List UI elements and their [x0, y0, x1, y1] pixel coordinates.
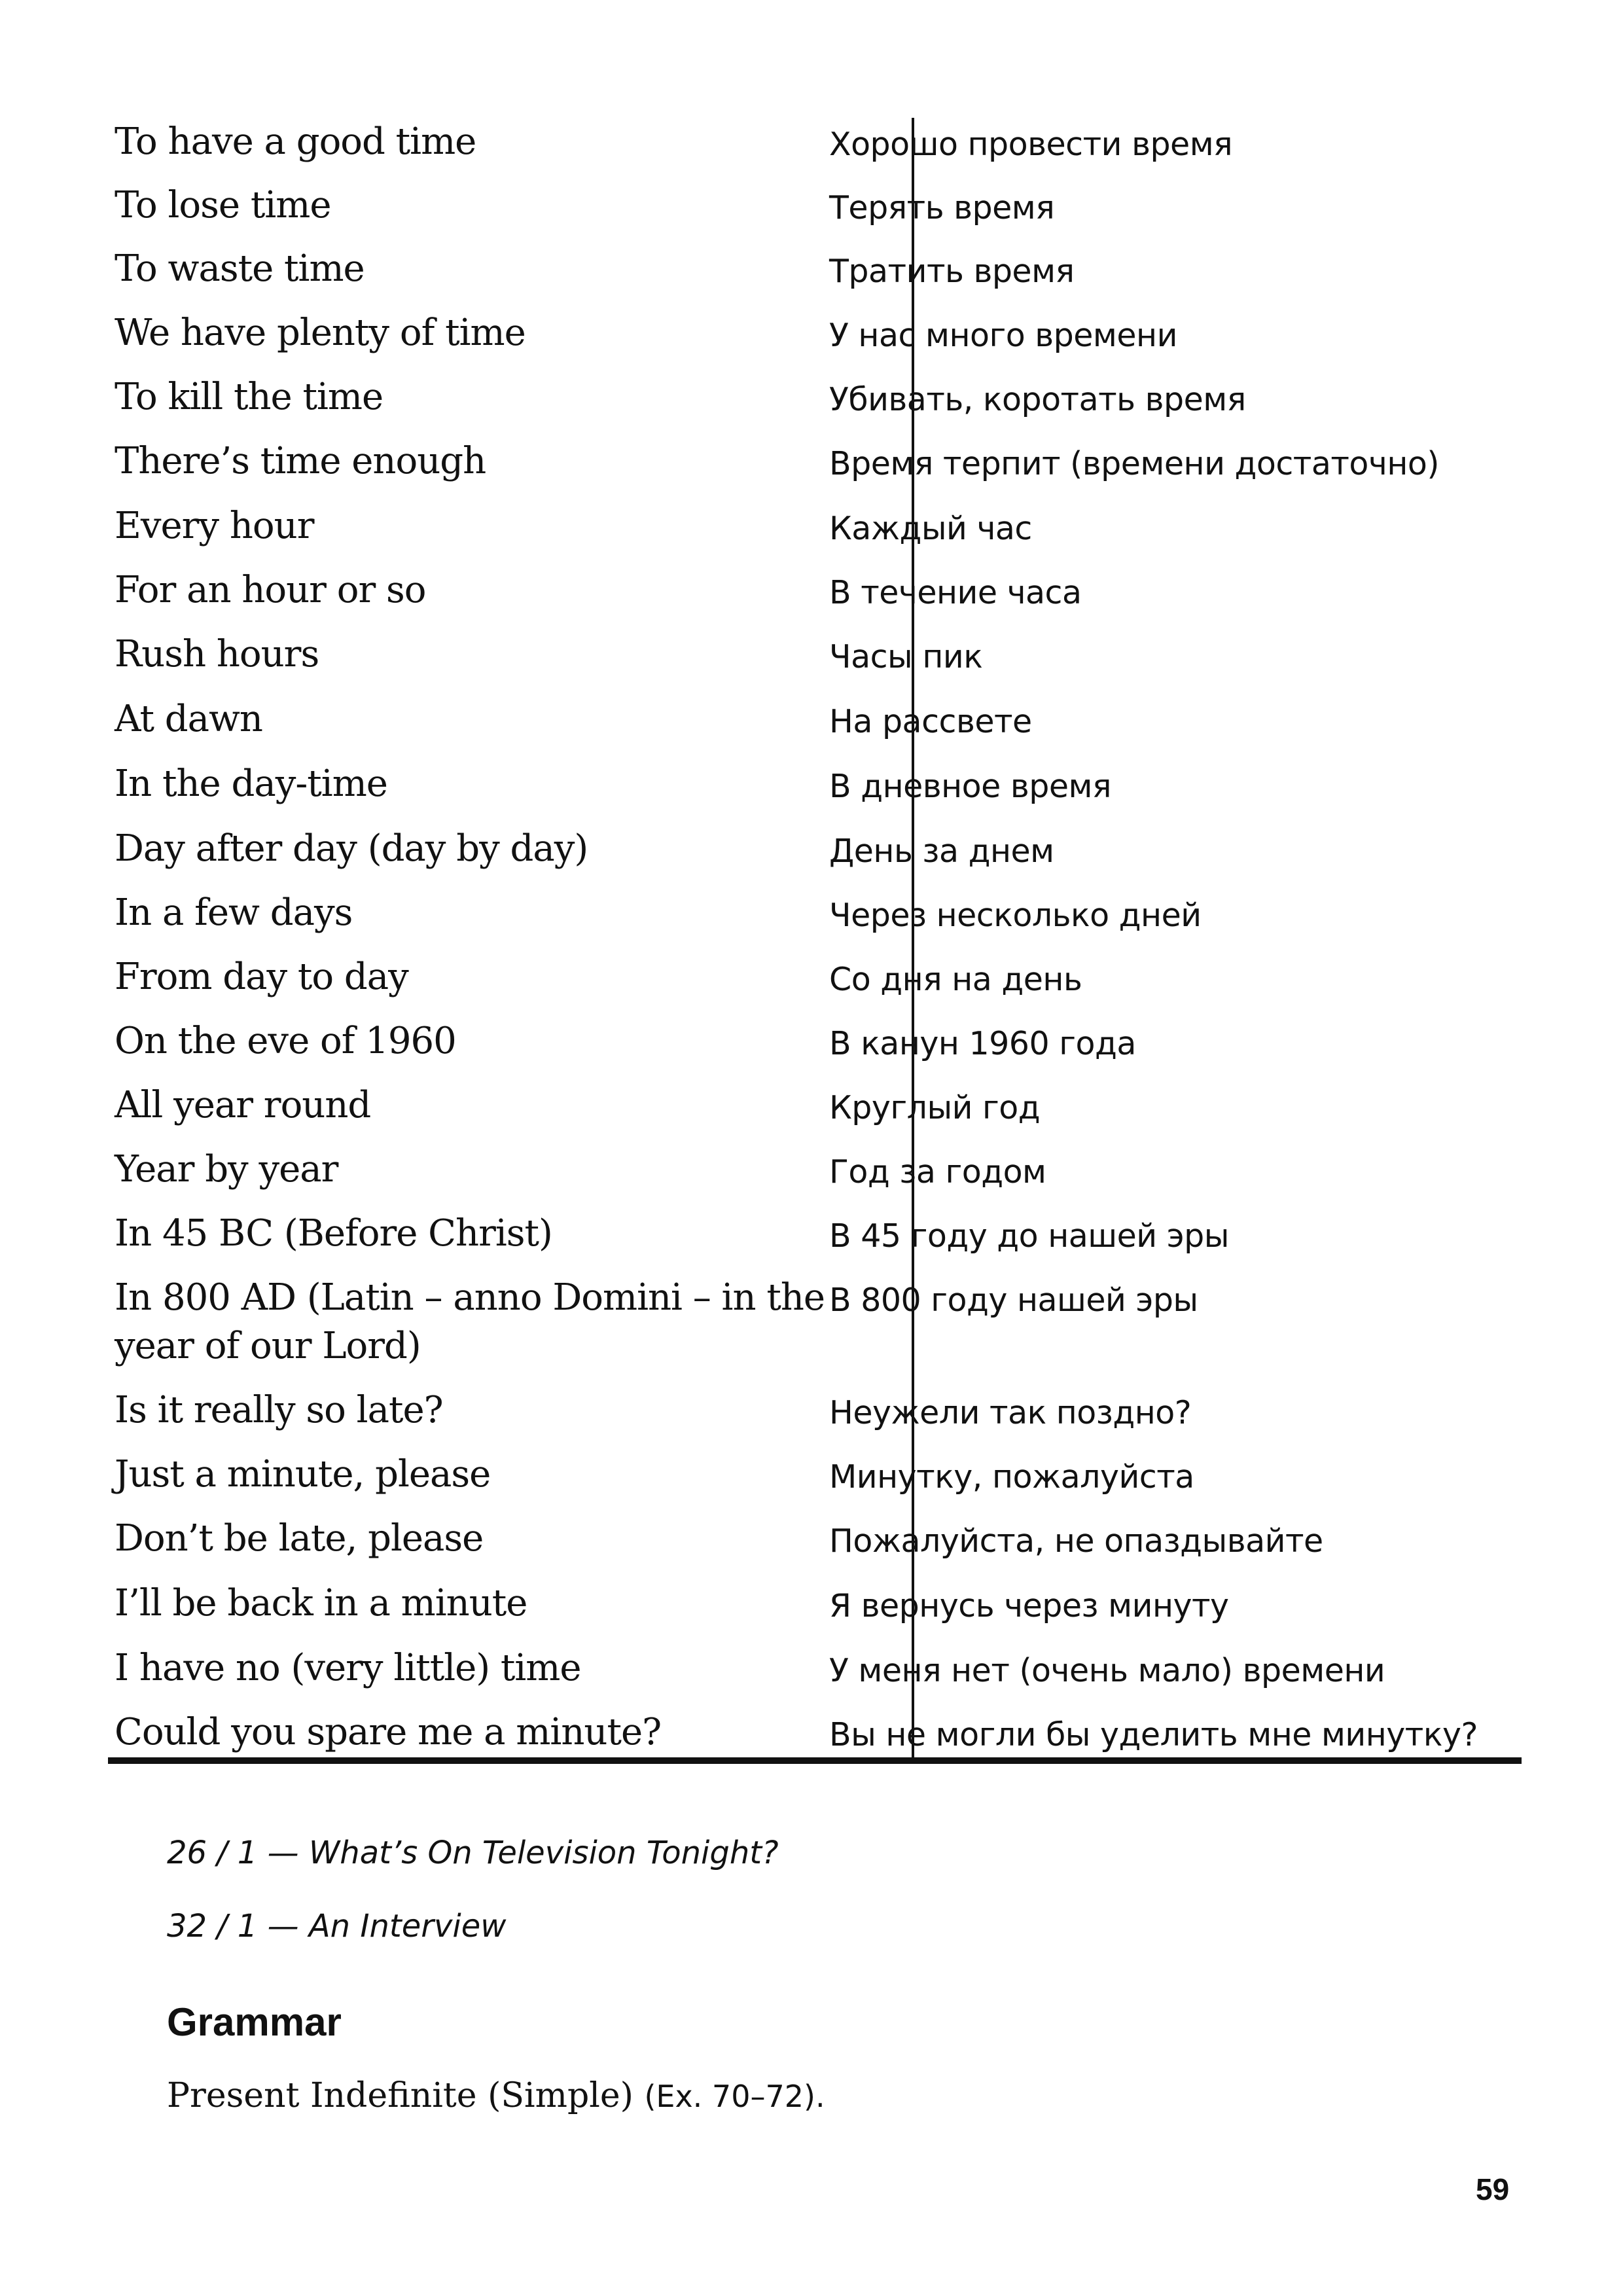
russian-translation: Я вернусь через минуту — [829, 1587, 1229, 1624]
russian-translation: Пожалуйста, не опаздывайте — [829, 1522, 1323, 1560]
english-phrase: There’s time enough — [115, 440, 486, 482]
table-row — [108, 1386, 1522, 1450]
grammar-topic: Present Indefinite (Simple) — [167, 2076, 633, 2115]
text-references — [167, 1816, 779, 1963]
table-row — [108, 373, 1522, 437]
russian-translation: Терять время — [829, 189, 1055, 226]
table-row — [108, 1579, 1522, 1643]
english-phrase: Day after day (day by day) — [115, 827, 588, 870]
english-phrase: To waste time — [115, 247, 365, 290]
table-row — [108, 309, 1522, 373]
table-row — [108, 1450, 1522, 1515]
russian-translation: Часы пик — [829, 638, 983, 675]
table-row — [108, 1644, 1522, 1708]
russian-translation: Минутку, пожалуйста — [829, 1458, 1194, 1496]
grammar-heading: Grammar — [167, 2000, 342, 2044]
russian-translation: Через несколько дней — [829, 897, 1202, 934]
english-phrase: Could you spare me a minute? — [115, 1711, 662, 1753]
table-bottom-rule — [108, 1757, 1522, 1764]
english-phrase: In 45 BC (Before Christ) — [115, 1212, 552, 1255]
table-row — [108, 1017, 1522, 1081]
russian-translation: Круглый год — [829, 1089, 1041, 1126]
table-row — [108, 760, 1522, 824]
table-row — [108, 953, 1522, 1017]
english-phrase: Is it really so late? — [115, 1389, 443, 1431]
russian-translation: На рассвете — [829, 703, 1032, 740]
table-row — [108, 1515, 1522, 1579]
table-row — [108, 889, 1522, 953]
russian-translation: Убивать, коротать время — [829, 381, 1246, 418]
english-phrase: We have plenty of time — [115, 312, 526, 354]
english-phrase: All year round — [115, 1084, 371, 1126]
table-row — [108, 1081, 1522, 1145]
table-row — [108, 437, 1522, 501]
russian-translation: В 45 году до нашей эры — [829, 1217, 1229, 1255]
russian-translation: Вы не могли бы уделить мне минутку? — [829, 1716, 1478, 1753]
table-row — [108, 1274, 1522, 1386]
page-number: 59 — [1476, 2172, 1510, 2206]
english-phrase: For an hour or so — [115, 569, 426, 611]
russian-translation: У меня нет (очень мало) времени — [829, 1652, 1385, 1689]
english-phrase: In the day-time — [115, 762, 387, 805]
english-phrase: Don’t be late, please — [115, 1517, 484, 1560]
table-row — [108, 502, 1522, 566]
english-phrase: To kill the time — [115, 376, 383, 418]
russian-translation: В дневное время — [829, 768, 1111, 805]
english-phrase: Rush hours — [115, 633, 319, 675]
reference-line: 26 / 1 — What’s On Television Tonight? — [167, 1835, 779, 1871]
english-phrase: To have a good time — [115, 120, 476, 163]
english-phrase: Just a minute, please — [115, 1453, 491, 1496]
english-phrase: I have no (very little) time — [115, 1647, 581, 1689]
russian-translation: День за днем — [829, 833, 1054, 870]
table-row — [108, 825, 1522, 889]
table-row — [108, 695, 1522, 759]
english-phrase: I’ll be back in a minute — [115, 1582, 527, 1624]
russian-translation: Время терпит (времени достаточно) — [829, 445, 1439, 482]
table-row — [108, 245, 1522, 309]
table-row — [108, 1145, 1522, 1210]
russian-translation: Со дня на день — [829, 961, 1082, 998]
english-phrase: From day to day — [115, 956, 408, 998]
russian-translation: У нас много времени — [829, 317, 1177, 354]
english-phrase: In 800 AD (Latin – anno Domini – in the year of our Lord) — [115, 1276, 825, 1367]
english-phrase: On the eve of 1960 — [115, 1020, 456, 1062]
russian-translation: В течение часа — [829, 574, 1082, 611]
russian-translation: В 800 году нашей эры — [829, 1282, 1198, 1319]
russian-translation: Тратить время — [829, 253, 1075, 290]
table-row — [108, 566, 1522, 630]
english-phrase: In a few days — [115, 891, 353, 934]
english-phrase: To lose time — [115, 184, 331, 226]
grammar-topic-line — [167, 2072, 825, 2121]
russian-translation: Каждый час — [829, 510, 1032, 547]
reference-line: 32 / 1 — An Interview — [167, 1908, 507, 1945]
grammar-exercises: (Ex. 70–72). — [644, 2079, 825, 2114]
russian-translation: Хорошо провести время — [829, 126, 1233, 163]
english-phrase: Every hour — [115, 505, 314, 547]
english-phrase: Year by year — [115, 1148, 338, 1191]
russian-translation: В канун 1960 года — [829, 1025, 1136, 1062]
table-row — [108, 1210, 1522, 1274]
table-row — [108, 630, 1522, 694]
table-row — [108, 118, 1522, 182]
table-row — [108, 181, 1522, 245]
russian-translation: Год за годом — [829, 1153, 1046, 1191]
russian-translation: Неужели так поздно? — [829, 1394, 1192, 1431]
english-phrase: At dawn — [115, 698, 262, 740]
